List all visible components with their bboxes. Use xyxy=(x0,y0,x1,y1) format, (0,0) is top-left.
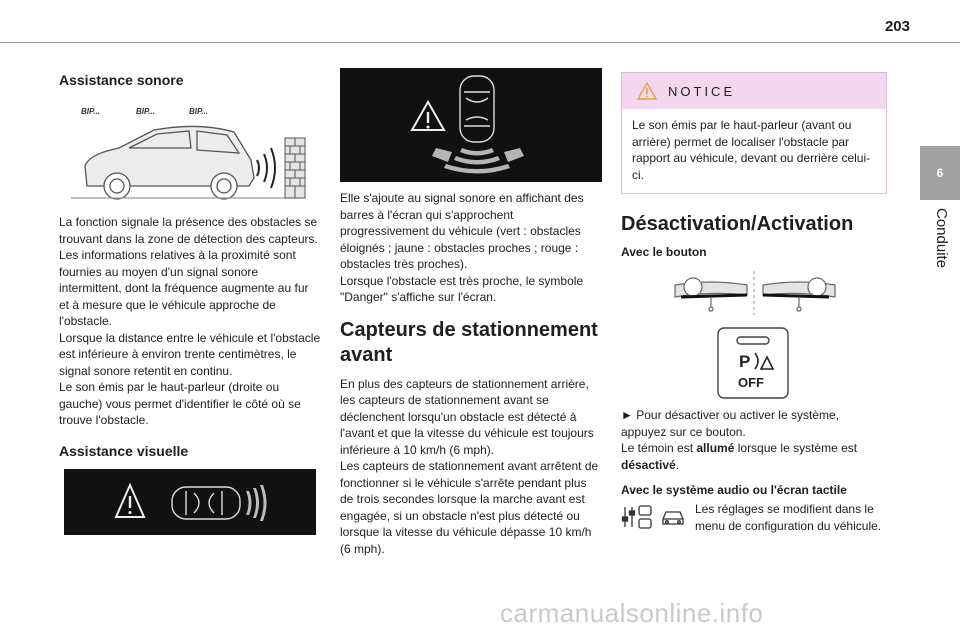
dashboard-location-illustration xyxy=(621,265,887,321)
brick-wall-icon xyxy=(285,138,305,198)
button-off-label: OFF xyxy=(738,375,764,390)
instr-text-a: Le témoin est xyxy=(621,441,697,455)
settings-menu-icon xyxy=(621,503,655,531)
instruction-line-2 xyxy=(621,440,887,473)
sonore-line-1: La fonction signale la présence des obstacles se trouvant dans la zone de détection des capteurs. xyxy=(59,215,318,246)
column-3 xyxy=(621,62,887,534)
bip-label-3: BIP... xyxy=(189,107,208,116)
notice-box xyxy=(621,72,887,194)
chapter-tab[interactable]: 6 xyxy=(920,146,960,200)
front-sensor-screen xyxy=(340,68,602,182)
vehicle-settings-icon xyxy=(659,505,687,529)
instruction-line-1: ► Pour désactiver ou activer le système, appuyez sur ce bouton. xyxy=(621,408,839,439)
paragraph-instructions xyxy=(621,407,887,473)
sonore-line-3: Lorsque la distance entre le véhicule et l'obstacle est inférieure à environ trente centimètres, le signal sonore retentit en continu. xyxy=(59,330,321,378)
audio-settings-row xyxy=(621,503,887,534)
capteurs-line-1: En plus des capteurs de stationnement arrière, les capteurs de stationnement avant se déclenchent lorsqu'un obstacle est détecté à l'avant et que la vitesse du véhicule est toujours inférieure à 10 km/h (6 mph). xyxy=(340,376,594,457)
button-p-label: P xyxy=(739,352,751,371)
dashboard-left-icon xyxy=(675,278,747,311)
visual-assist-screen xyxy=(64,469,316,535)
sound-assist-illustration xyxy=(59,98,321,200)
paragraph-capteurs xyxy=(340,376,602,558)
sound-waves-icon xyxy=(257,148,275,188)
chapter-label: Conduite xyxy=(933,208,950,269)
instr-text-b: allumé xyxy=(696,441,735,455)
watermark: carmanualsonline.info xyxy=(500,598,764,628)
sonore-line-2: Les informations relatives à la proximité sont fournies au moyen d'un signal sonore intermittent, dont la fréquence augmente au fur et à mesure que le véhicule approche de l'obstacle. xyxy=(59,248,309,328)
heading-audio-systeme: Avec le système audio ou l'écran tactile xyxy=(621,483,847,497)
header-rule xyxy=(0,42,960,43)
instr-text-d: désactivé xyxy=(621,457,676,472)
park-sensor-off-button[interactable] xyxy=(717,327,789,399)
bip-label-1: BIP... xyxy=(81,107,100,116)
audio-settings-text: Les réglages se modifient dans le menu de configuration du véhicule. xyxy=(695,502,882,533)
heading-desactivation: Désactivation/Activation xyxy=(621,213,854,235)
notice-title: NOTICE xyxy=(668,83,736,99)
heading-assistance-visuelle: Assistance visuelle xyxy=(59,442,189,459)
page-number: 203 xyxy=(884,18,910,35)
visual-line-2: Lorsque l'obstacle est très proche, le symbole "Danger" s'affiche sur l'écran. xyxy=(340,273,584,304)
heading-avec-bouton: Avec le bouton xyxy=(621,245,707,259)
car-side-icon xyxy=(71,126,299,199)
sonore-line-4: Le son émis par le haut-parleur (droite ou gauche) vous permet d'identifier le côté où se trouve l'obstacle. xyxy=(59,380,301,427)
instr-text-c: lorsque le système est xyxy=(734,441,858,455)
paragraph-visuelle xyxy=(340,190,602,306)
paragraph-sonore xyxy=(59,214,321,429)
instr-text-e: . xyxy=(675,457,680,472)
heading-capteurs-avant: Capteurs de stationnement avant xyxy=(340,318,598,366)
heading-assistance-sonore: Assistance sonore xyxy=(59,72,184,88)
visual-line-1: Elle s'ajoute au signal sonore en affichant des barres à l'écran qui s'approchent progressivement du véhicule (vert : obstacles éloignés ; jaune : obstacles proches ; rouge : obstacles très proches). xyxy=(340,191,584,271)
column-2 xyxy=(340,68,602,557)
notice-header xyxy=(622,73,886,109)
warning-triangle-icon xyxy=(636,81,658,101)
notice-text: Le son émis par le haut-parleur (avant ou arrière) permet de localiser l'obstacle par rapport au véhicule, devant ou derrière celui-ci. xyxy=(632,118,871,182)
capteurs-line-2: Les capteurs de stationnement avant arrêtent de fonctionner si le véhicule s'arrête pendant plus de trois secondes lorsque la marche avant est engagée, si un obstacle n'est plus détecté ou lorsque la vitesse du véhicule dépasse 10 km/h (6 mph). xyxy=(340,459,599,556)
dashboard-right-icon xyxy=(763,278,835,311)
bip-label-2: BIP... xyxy=(136,107,155,116)
column-1 xyxy=(59,62,321,535)
